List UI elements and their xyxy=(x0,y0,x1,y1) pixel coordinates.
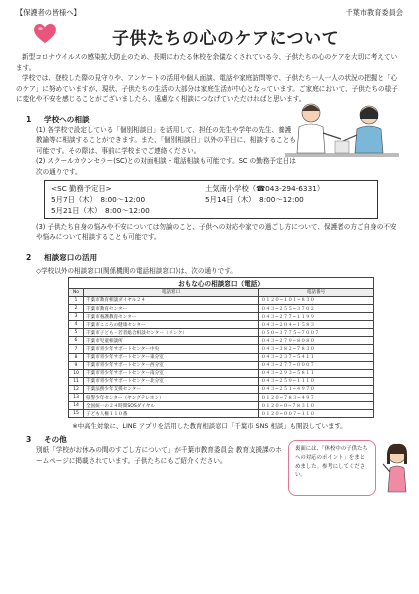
section-2-heading xyxy=(26,252,403,263)
section-2-title: 相談窓口の活用 xyxy=(44,252,98,262)
table-row: 14 全国統一の２４時間SOSダイヤル ０１２０−０−７８３１０ xyxy=(69,402,374,410)
section-1-body xyxy=(16,125,403,156)
table-row: 15 子ども人権１１０番 ０１２０−００７−１１０ xyxy=(69,410,374,418)
table-row: 7 千葉市青少年サポートセンター中央 ０４３−３８２−７８３０ xyxy=(69,345,374,353)
intro-paragraph-2: 学校では、登校した際の見守りや、アンケートの活用や個人面談、電話や家庭訪問等で、子供たち一人一人の状況の把握と「心のケア」に努めていますが、現状、子供たちの生活の大部分は家庭生活が中心となっています。ご家庭において、子供たちの様子に変化や不安を感じることがございましたら、遠慮なく相談につなげていただければと思います。 xyxy=(16,74,398,104)
section-1-title: 学校への相談 xyxy=(44,114,90,124)
sns-note: ※中高生対象に、LINE アプリを活用した教育相談窓口「千葉市 SNS 相談」も開設しています。 xyxy=(72,422,347,431)
intro-paragraph-1: 新型コロナウイルスの感染拡大防止のため、長期にわたる休校を余儀なくされている今、子供たちの心のケアを大切に考えています。 xyxy=(16,53,398,72)
audience-label: 【保護者の皆様へ】 xyxy=(16,8,81,17)
schedule-date: 5月14日（木） 8:00〜12:00 xyxy=(205,194,304,204)
table-row: 12 千葉法務少年支援センター ０４３−２５１−４９７０ xyxy=(69,385,374,393)
header-row xyxy=(16,6,403,20)
table-caption: おもな心の相談窓口（電話） xyxy=(69,277,374,288)
section-1-number: 1 xyxy=(26,114,32,124)
girl-illustration-icon xyxy=(380,442,414,496)
section-2-lead: ◇学校以外の相談窓口(関係機関の電話相談窓口)は、次の通りです。 xyxy=(36,266,237,275)
sc-schedule-box xyxy=(44,180,378,219)
section-2-number: 2 xyxy=(26,252,32,262)
title-area xyxy=(16,22,403,50)
table-row: 11 千葉市青少年サポートセンター北分室 ０４３−２５９−１１１０ xyxy=(69,377,374,385)
table-row: 10 千葉市青少年サポートセンター南分室 ０４３−２９３−５８１１ xyxy=(69,369,374,377)
hotline-table xyxy=(68,277,374,419)
table-row: 3 千葉市養護教育センター ０４３−２７７−１１９９ xyxy=(69,313,374,321)
table-row: 5 千葉市子ども・若者総合相談センター（リンク） ０５０−３７７５−７００７ xyxy=(69,329,374,337)
table-row: 1 千葉市教育相談ダイヤル２４ ０１２０−１０１−８３０ xyxy=(69,296,374,304)
column-header-service: 電話窓口 xyxy=(84,288,259,296)
counseling-illustration-icon xyxy=(283,95,401,173)
consult-item-1: (1) 各学校で設定している「個別相談日」を活用して、担任の先生や学年の先生、養護教諭等に相談することができます。また、「個別相談日」以外の平日に、相談することも可能です。その際は、事前に学校までご連絡ください。 xyxy=(36,125,296,155)
schedule-label: <SC 勤務予定日> xyxy=(51,183,112,193)
heart-icon xyxy=(34,24,56,44)
schedule-header xyxy=(51,183,371,194)
column-header-phone: 電話番号 xyxy=(259,288,374,296)
table-row: 6 千葉市児童相談所 ０４３−２７９−８０８０ xyxy=(69,337,374,345)
section-3-number: 3 xyxy=(26,435,32,445)
table-row: 4 千葉市こころの健康センター ０４３−２０４−１５８３ xyxy=(69,321,374,329)
table-row: 8 千葉市青少年サポートセンター東分室 ０４３−２３７−５４１１ xyxy=(69,353,374,361)
school-contact: 土気南小学校（☎043-294-6331） xyxy=(205,183,325,193)
schedule-row xyxy=(51,205,371,216)
consult-item-3: (3) 子供たち自身の悩みや不安については勿論のこと、子供への対応や家での過ごし方について、保護者の方ご自身の不安や悩みについて相談することも可能です。 xyxy=(36,223,397,242)
section-3-title: その他 xyxy=(44,435,67,445)
schedule-date: 5月21日（木） 8:00〜12:00 xyxy=(51,205,150,215)
schedule-date: 5月7日（木） 8:00〜12:00 xyxy=(51,194,146,204)
table-row: 9 千葉市青少年サポートセンター西分室 ０４３−２７７−０００７ xyxy=(69,361,374,369)
table-row: 13 県警少年センター（ヤングテレホン） ０１２０−７８３−４９７ xyxy=(69,394,374,402)
issuer-label: 千葉市教育委員会 xyxy=(345,8,403,17)
speech-bubble: 裏面には、「休校中の子供たちへの対応のポイント」をまとめました。参考にしてください。 xyxy=(288,440,376,496)
schedule-row xyxy=(51,194,371,205)
section-3-text: 別紙「学校がお休みの間のすごし方について」が千葉市教育委員会 教育支援課のホームページに掲載されています。子供たちにもご紹介ください。 xyxy=(36,446,282,465)
section-3-area xyxy=(16,434,403,504)
page-title: 子供たちの心のケアについて xyxy=(112,29,340,49)
consult-item-2: (2) スクールカウンセラー(SC)との対面相談・電話相談も可能です。SC の勤務予定日は次の通りです。 xyxy=(36,157,296,176)
table-row: 2 千葉市教育センター ０４３−２５５−３７０２ xyxy=(69,305,374,313)
column-header-no: No xyxy=(69,288,84,296)
